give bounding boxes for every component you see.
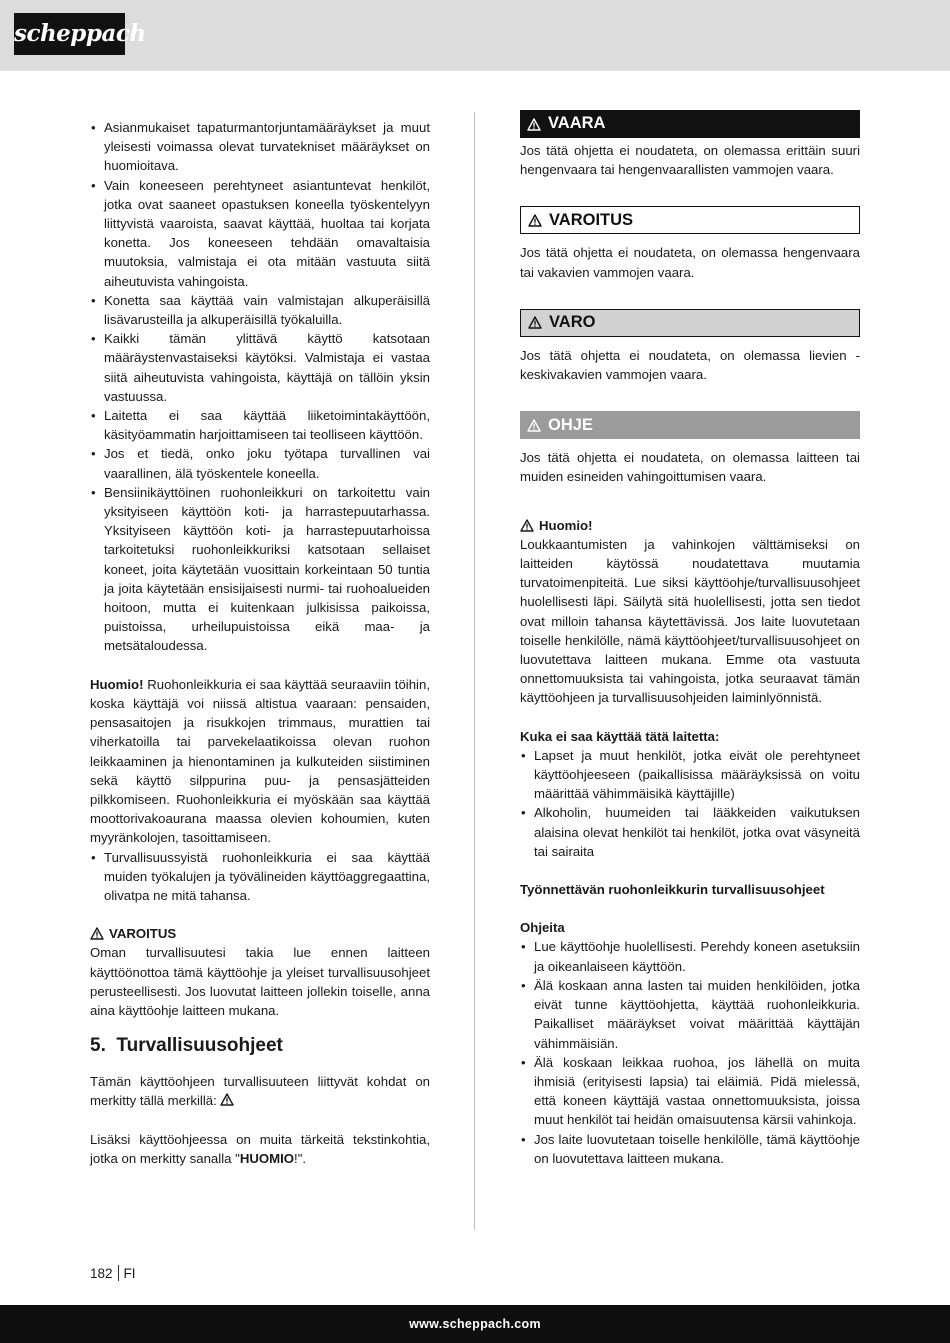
list-item: • Alkoholin, huumeiden tai lääkkeiden vaikutuksen alaisina olevat henkilöt tai henkilöt, jotka ovat väsyneitä tai sairaita bbox=[520, 803, 860, 861]
warning-triangle-icon bbox=[220, 1093, 234, 1106]
huomio-label: Huomio! bbox=[90, 676, 144, 692]
warning-triangle-icon bbox=[90, 927, 104, 940]
right-column bbox=[520, 110, 860, 1168]
kuka-list bbox=[520, 746, 860, 861]
warning-triangle-icon bbox=[528, 316, 542, 329]
varo-text: Jos tätä ohjetta ei noudateta, on olemassa lievien - keskivakavien vammojen vaara. bbox=[520, 347, 860, 383]
section-number: 5. bbox=[90, 1035, 106, 1057]
extra-paragraph bbox=[90, 1130, 430, 1168]
ohjeita-list bbox=[520, 937, 860, 1167]
varoitus-box-label: VAROITUS bbox=[549, 210, 634, 229]
intro-paragraph bbox=[90, 1072, 430, 1110]
list-item: • Asianmukaiset tapaturmantorjuntamääräykset ja muut yleisesti voimassa olevat turvatekniset määräykset on huomioitava. bbox=[90, 118, 430, 176]
left-column bbox=[90, 118, 430, 1168]
warning-triangle-icon bbox=[520, 519, 534, 532]
ohje-label: OHJE bbox=[548, 415, 593, 434]
huomio-text: Ruohonleikkuria ei saa käyttää seuraaviin töihin, koska käyttäjä voi niissä altistua vaaraan: pensaiden, pensasaitojen ja risukkojen trimmaus, murattien tai viherkatoilla tai parvekelaatikoissa olevan ruohon leikkaaminen ja hienontaminen ja kulkuteiden siistiminen sekä käyttö silppurina puu- ja pensasjätteiden pilkkomiseen. Ruohonleikkuria ei myöskään saa käyttää moottorivakoaurana maassa olevien kohoumien, kuten myyränkolojen, tasoittamiseen. bbox=[90, 676, 430, 846]
extra-text-end: !". bbox=[294, 1150, 307, 1166]
brand-logo: scheppach bbox=[14, 13, 125, 55]
warning-triangle-icon bbox=[527, 118, 541, 131]
varoitus-box bbox=[520, 206, 860, 234]
list-item: • Älä koskaan leikkaa ruohoa, jos lähellä on muita ihmisiä (erityisesti lapsia) tai eläimiä. Pidä mielessä, että koneen käyttäjä vastaa onnettomuuksista, joissa muut henkilöt tai heidän omaisuutensa kärsii vahinkoja. bbox=[520, 1053, 860, 1130]
huomio-right-text: Loukkaantumisten ja vahinkojen välttämiseksi on laitteiden käytössä noudatettava muutamia turvatoimenpiteitä. Lue siksi käyttöohje/turvallisuusohjeet huolellisesti läpi. Säilytä sitä huolellisesti, jotta sen tiedot ovat milloin tahansa käytettävissä. Jos laite luovutetaan toiselle henkilölle, nämä käyttöohjeet/turvallisuusohjeet on luovutettava laitteen mukana. Emme ota vastuuta onnettomuuksista tai vahingoista, jotka seuraavat tämän käyttöohjeen ja turvallisuusohjeiden laiminlyönnistä. bbox=[520, 536, 860, 706]
rules-list-2 bbox=[90, 848, 430, 906]
list-item: • Lue käyttöohje huolellisesti. Perehdy koneen asetuksiin ja oikeanlaiseen käyttöön. bbox=[520, 937, 860, 975]
ohjeita-heading: Ohjeita bbox=[520, 920, 565, 936]
list-item: • Jos laite luovutetaan toiselle henkilölle, tämä käyttöohje on luovutettava laitteen mukana. bbox=[520, 1130, 860, 1168]
section-heading bbox=[90, 1034, 430, 1058]
header-band bbox=[0, 0, 950, 71]
ohje-text: Jos tätä ohjetta ei noudateta, on olemassa laitteen tai muiden esineiden vahingoittumisen vaara. bbox=[520, 450, 860, 485]
page-number bbox=[90, 1265, 136, 1281]
language-code: FI bbox=[123, 1265, 136, 1281]
warning-triangle-icon bbox=[528, 214, 542, 227]
rules-list bbox=[90, 118, 430, 656]
column-divider bbox=[474, 112, 475, 1230]
list-item: • Jos et tiedä, onko joku työtapa turvallinen vai vaarallinen, älä työskentele koneella. bbox=[90, 444, 430, 482]
varo-box bbox=[520, 309, 860, 337]
huomio-heading bbox=[520, 516, 860, 535]
page-separator bbox=[118, 1265, 119, 1281]
vaara-box bbox=[520, 110, 860, 138]
list-item: • Kaikki tämän ylittävä käyttö katsotaan määräystenvastaiseksi käytöksi. Valmistaja ei vastaa siitä aiheutuvista vahingoista, käyttäjä on tällöin yksin vastuussa. bbox=[90, 329, 430, 406]
list-item: • Bensiinikäyttöinen ruohonleikkuri on tarkoitettu vain yksityiseen käyttöön koti- ja harrastepuutarhassa. Yksityiseen käyttöön koti- ja harrastepuutarhoissa tarkoitetuksi ruohonleikkuriksi katsotaan sellaiset koneet, joita käytetään vuosittain korkeintaan 50 tuntia ja joita käytetään ensisijaisesti nurmi- tai ruohoalueiden hoitoon, mutta ei kuitenkaan julkisissa paikoissa, puistoissa, urheilupuistoissa eikä maa- ja metsätaloudessa. bbox=[90, 483, 430, 656]
kuka-heading: Kuka ei saa käyttää tätä laitetta: bbox=[520, 728, 720, 744]
varoitus-text: Oman turvallisuutesi takia lue ennen laitteen käyttöönottoa tämä käyttöohje ja yleiset turvallisuusohjeet perusteellisesti. Jos luovutat laitteen jollekin toiselle, anna aina käyttöohje laitteen mukana. bbox=[90, 945, 430, 1018]
page-number-value: 182 bbox=[90, 1265, 113, 1281]
varoitus-box-text: Jos tätä ohjetta ei noudateta, on olemassa hengenvaara tai vakavien vammojen vaara. bbox=[520, 245, 860, 280]
vaara-label: VAARA bbox=[548, 114, 606, 133]
tyonnettava-heading: Työnnettävän ruohonleikkurin turvallisuusohjeet bbox=[520, 882, 825, 898]
warning-triangle-icon bbox=[527, 419, 541, 432]
website-link[interactable]: www.scheppach.com bbox=[409, 1317, 541, 1331]
huomio-right-label: Huomio! bbox=[539, 517, 593, 533]
extra-text: Lisäksi käyttöohjeessa on muita tärkeitä tekstinkohtia, jotka on merkitty sanalla " bbox=[90, 1131, 430, 1166]
intro-text: Tämän käyttöohjeen turvallisuuteen liittyvät kohdat on merkitty tällä merkillä: bbox=[90, 1074, 430, 1109]
varoitus-heading bbox=[90, 924, 430, 943]
list-item: • Lapset ja muut henkilöt, jotka eivät ole perehtyneet käyttöohjeeseen (paikallisissa määräyksissä on voitu määrittää vähimmäisikä käyttäjille) bbox=[520, 746, 860, 804]
list-item: • Konetta saa käyttää vain valmistajan alkuperäisillä lisävarusteilla ja alkuperäisillä työkaluilla. bbox=[90, 291, 430, 329]
vaara-text: Jos tätä ohjetta ei noudateta, on olemassa erittäin suuri hengenvaara tai hengenvaarallisten vammojen vaara. bbox=[520, 143, 860, 178]
extra-bold: HUOMIO bbox=[239, 1150, 295, 1166]
section-title: Turvallisuusohjeet bbox=[116, 1035, 283, 1057]
list-item: • Vain koneeseen perehtyneet asiantuntevat henkilöt, jotka ovat saaneet opastuksen koneella työskentelyyn liittyvistä vaaroista, saavat käyttää, huoltaa tai korjata konetta. Jos koneeseen tehdään omavaltaisia muutoksia, valmistaja ei ota mitään vastuuta siitä aiheutuvista vahingoista. bbox=[90, 176, 430, 291]
list-item: • Turvallisuussyistä ruohonleikkuria ei saa käyttää muiden työkalujen ja työvälineiden käyttöaggregaattina, olivatpa ne mitä tahansa. bbox=[90, 848, 430, 906]
huomio-paragraph bbox=[90, 675, 430, 848]
varoitus-label: VAROITUS bbox=[109, 926, 177, 942]
varo-label: VARO bbox=[549, 313, 596, 332]
list-item: • Laitetta ei saa käyttää liiketoimintakäyttöön, käsityöammatin harjoittamiseen tai teolliseen käyttöön. bbox=[90, 406, 430, 444]
list-item: • Älä koskaan anna lasten tai muiden henkilöiden, jotka eivät tunne käyttöohjetta, käyttää ruohonleikkuria. Paikalliset määräykset voivat määrittää käyttäjän vähimmäisiän. bbox=[520, 976, 860, 1053]
footer-band bbox=[0, 1305, 950, 1343]
ohje-box bbox=[520, 411, 860, 439]
